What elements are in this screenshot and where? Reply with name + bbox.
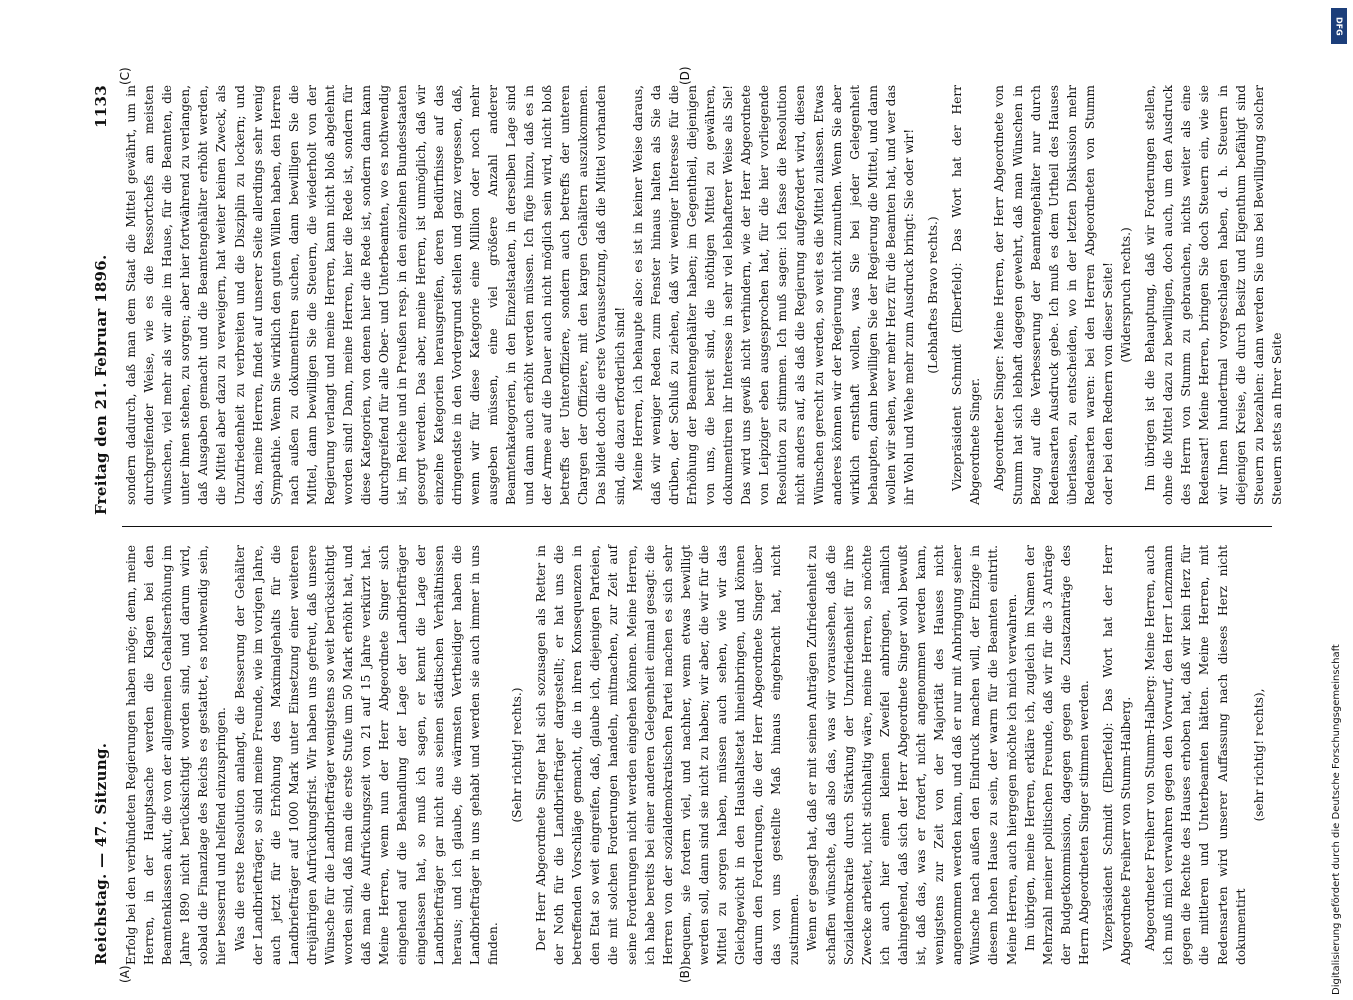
paragraph: Vizepräsident Schmidt (Elberfeld): Das Wort hat der Herr Abgeordnete Singer. [950, 85, 983, 505]
margin-mark-d: (D) [678, 66, 692, 85]
text-column-left [122, 545, 1278, 965]
paragraph: Meine Herren, ich behaupte also: es ist in keiner Weise daraus, daß wir weniger Reden zum Fenster hinaus halten als Sie da drüben, der Schluß zu ziehen, daß wir weniger Interesse für die Erhöhung der Beamtengehälter haben; im Gegentheil, diejenigen von uns, die bereit sind, die nöthigen Mittel zu gewähren, dokumentiren ihr Interesse in sehr viel lebhafterer Weise als Sie! Das wird uns gewiß nicht verhindern, wie der Herr Abgeordnete von Leipziger eben ausgesprochen hat, für die hier vorliegende Resolution zu stimmen. Ich muß sagen: ich fasse die Resolution nicht anders auf, als daß die Regierung aufgefordert wird, diesen Wünschen gerecht zu werden, so weit es die Mittel zulassen. Etwas anderes können wir der Regierung nicht zumuthen. Wenn Sie aber wirklich ernsthaft wollen, was Sie bei jeder Gelegenheit behaupten, dann bewilligen Sie der Regierung die Mittel, und dann wollen wir sehen, wer mehr Herz für die Beamten hat, und wer das ihr Wohl und Wehe mehr zum Ausdruck bringt: Sie oder wir! [630, 85, 917, 505]
column-divider [122, 526, 1272, 527]
dfg-logo: DFG [1331, 8, 1347, 44]
paragraph: Vizepräsident Schmidt (Elberfeld): Das Wort hat der Herr Abgeordnete Freiherr von Stumm-Halberg. [1100, 545, 1134, 965]
margin-mark-c: (C) [118, 67, 132, 85]
paragraph: Im übrigen ist die Behauptung, daß wir Forderungen stellen, ohne die Mittel dazu zu bewilligen, doch auch, um den Ausdruck des Herrn von Stumm zu gebrauchen, nichts weiter als eine Redensart! Meine Herren, bringen Sie doch Steuern ein, wie sie wir Ihnen hundertmal vorgeschlagen haben, d. h. Steuern in diejenigen Kreise, die durch Besitz und Eigenthum befähigt sind Steuern zu bezahlen: dann werden Sie uns bei Bewilligung solcher Steuern stets an Ihrer Seite [1143, 85, 1284, 505]
paragraph: (Widerspruch rechts.) [1119, 227, 1134, 363]
paragraph: Abgeordneter Singer: Meine Herren, der Herr Abgeordnete von Stumm hat sich lebhaft dagegen gewehrt, daß man Wünschen in Bezug auf die Verbesserung der Beamtengehälter nur durch Redensarten Ausdruck gebe. Ich muß es dem Urtheil des Hauses überlassen, zu entscheiden, wo in der letzten Diskussion mehr Redensarten waren: bei den Herren Abgeordneten von Stumm oder bei den Rednern von dieser Seite! [992, 85, 1115, 505]
margin-mark-b: (B) [678, 965, 692, 983]
text-column-right [122, 85, 1284, 505]
margin-mark-a: (A) [118, 965, 132, 983]
paragraph: Abgeordneter Freiherr von Stumm-Halberg: Meine Herren, auch ich muß mich verwahren gegen den Vorwurf, den Herr Lenzmann gegen die Rechte des Hauses erhoben hat, daß wir kein Herz für die mittleren und Unterbeamten hätten. Meine Herren, mit Redensarten wird unserer Auffassung nach dieses Herz nicht dokumentirt [1143, 545, 1248, 965]
page-number: 1133 [92, 85, 110, 128]
paragraph: Was die erste Resolution anlangt, die Besserung der Gehälter der Landbriefträger, so sind meine Freunde, wie im vorigen Jahre, auch jetzt für die Erhöhung des Maximalgehalts für die Landbriefträger auf 1000 Mark unter Einsetzung einer weiteren dreijährigen Aufrückungsfrist. Wir haben uns gefreut, daß unsere Wünsche für die Landbriefträger wenigstens so weit berücksichtigt worden sind, daß man die erste Stufe um 50 Mark erhöht hat, und daß man die Aufrückungszeit von 21 auf 15 Jahre verkürzt hat. Meine Herren, wenn nun der Herr Abgeordnete Singer sich eingehend auf die Behandlung der Lage der Landbriefträger eingelassen hat, so muß ich sagen, er kennt die Lage der Landbriefträger gar nicht aus seinen städtischen Verhältnissen heraus; und ich glaube, die wärmsten Vertheidiger haben die Landbriefträger in uns gehabt und werden sie auch immer in uns finden. [232, 545, 500, 965]
paragraph: Der Herr Abgeordnete Singer hat sich sozusagen als Retter in der Noth für die Landbriefträger dargestellt; er hat uns die betreffenden Vorschläge gemacht, die in ihren Konsequenzen in den Etat so weit eingreifen, daß, glaube ich, diejenigen Parteien, die mit solchen Forderungen handeln, mitmachen, zur Zeit auf seine Forderungen nicht werden eingehen können. Meine Herren, ich habe bereits bei einer anderen Gelegenheit einmal gesagt: die Herren von der sozialdemokratischen Partei machen es sich sehr bequem, sie fordern viel, und nachher, wenn etwas bewilligt werden soll, dann sind sie nicht zu haben; wir aber, die wir für die Mittel zu sorgen haben, müssen auch sehen, wie wir das Gleichgewicht in den Haushaltsetat hineinbringen, und können darum den Forderungen, die der Herr Abgeordnete Singer über das von uns gestellte Maß hinaus eingebracht hat, nicht zustimmen. [534, 545, 802, 965]
paragraph: Erfolg bei den verbündeten Regierungen haben möge; denn, meine Herren, in der Hauptsache werden die Klagen bei den Beamtenklassen akut, die von der allgemeinen Gehaltserhöhung im Jahre 1890 nicht berücksichtigt worden sind, und darum wird, sobald die Finanzlage des Reichs es gestattet, es nothwendig sein, hier bessernd und helfend einzuspringen. [124, 545, 229, 965]
paragraph: Wenn er gesagt hat, daß er mit seinen Anträgen Zufriedenheit zu schaffen wünschte, daß also das, was wir voraussehen, daß die Sozialdemokratie durch Stärkung der Unzufriedenheit für ihre Zwecke arbeitet, nicht stichhaltig wäre, meine Herren, so möchte ich auch hier einen kleinen Zweifel anbringen, nämlich dahingehend, daß sich der Herr Abgeordnete Singer wohl bewußt ist, daß das, was er fordert, nicht angenommen werden kann, wenigstens zur Zeit von der Majorität des Hauses nicht angenommen werden kann, und daß er nur mit Anbringung seiner Wünsche nach außen den Eindruck machen will, der Einzige in diesem hohen Hause zu sein, der warm für die Beamten eintritt. Meine Herren, auch hiergegen möchte ich mich verwahren. [805, 545, 1019, 965]
paragraph: Im übrigen, meine Herren, erkläre ich, zugleich im Namen der Mehrzahl meiner politischen Freunde, daß wir für die 3 Anträge der Budgetkommission, dagegen gegen die Zusatzanträge des Herrn Abgeordneten Singer stimmen werden. [1022, 545, 1091, 965]
header-session: Reichstag. — 47. Sitzung. [92, 742, 110, 965]
paragraph: (Sehr richtig! rechts.) [509, 687, 524, 823]
digitization-credit [1329, 0, 1349, 1000]
paragraph: sondern dadurch, daß man dem Staat die Mittel gewährt, um in durchgreifender Weise, wie es die Ressortchefs am meisten wünschen, viel mehr als wir alle im Hause, für die Beamten, die unter ihnen stehen, zu sorgen; aber hier fortwährend zu verlangen, daß Ausgaben gemacht und die Beamtengehälter erhöht werden, die Mittel aber dazu zu verweigern, hat weiter keinen Zweck, als Unzufriedenheit zu verbreiten und die Disziplin zu lockern; und das, meine Herren, findet auf unserer Seite allerdings sehr wenig Sympathie. Wenn Sie wirklich den guten Willen haben, den Herren nach außen zu dokumentiren suchen, dann bewilligen Sie die Mittel, dann bewilligen Sie die Steuern, die wiederholt von der Regierung verlangt und meine Herren, kann nicht bloß abgelehnt worden sind! Dann, meine Herren, hier die Rede ist, sondern für diese Kategorien, von denen hier die Rede ist, sondern dann kann durchgreifend für alle Ober- und Unterbeamten, wo es nothwendig ist, im Reiche und in Preußen resp. in den einzelnen Bundesstaaten gesorgt werden. Das aber, meine Herren, ist unmöglich, daß wir einzelne Kategorien herausgreifen, deren Bedürfnisse auf das dringendste in den Vordergrund stellen und ganz vergessen, daß, wenn wir für diese Kategorie eine Million oder noch mehr ausgeben müssen, eine viel größere Anzahl anderer Beamtenkategorien, in den Einzelstaaten, in derselben Lage sind und dann auch erhöht werden müssen. Ich füge hinzu, daß es in der Armee auf die Dauer auch nicht möglich sein wird, nicht bloß betreffs der Unteroffiziere, sondern auch betreffs der unteren Chargen der Offiziere, mit den kargen Gehältern auszukommen. Das bildet doch die erste Voraussetzung, daß die Mittel vorhanden sind, die dazu erforderlich sind! [124, 85, 627, 505]
paragraph: (Lebhaftes Bravo rechts.) [926, 216, 941, 374]
header-date: Freitag den 21. Februar 1896. [92, 254, 110, 515]
document-page [88, 66, 1284, 983]
paragraph: (sehr richtig! rechts), [1251, 688, 1266, 822]
page-header [88, 85, 118, 965]
credit-text: Digitalisierung gefördert durch die Deutsche Forschungsgemeinschaft [1331, 644, 1342, 995]
